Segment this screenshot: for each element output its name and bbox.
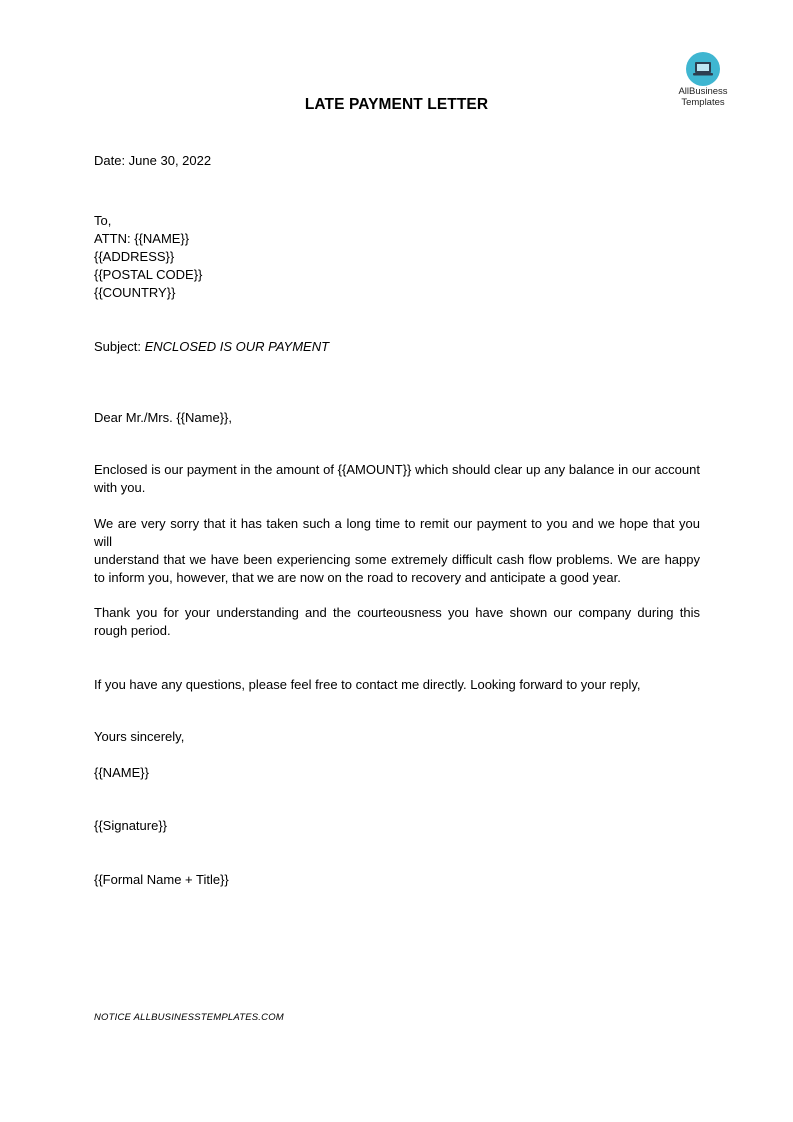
subject-line — [94, 338, 700, 356]
recipient-postal-code: {{POSTAL CODE}} — [94, 267, 203, 282]
sign-off: Yours sincerely, — [94, 729, 185, 744]
paragraph-payment: Enclosed is our payment in the amount of {{AMOUNT}} which should clear up any balance in our account with you. — [94, 462, 700, 495]
paragraph-apology-line1: We are very sorry that it has taken such a long time to remit our payment to you and we hope that you will — [94, 516, 700, 549]
subject-label: Subject: — [94, 339, 145, 354]
subject-value: ENCLOSED IS OUR PAYMENT — [144, 339, 330, 354]
recipient-attn: ATTN: {{NAME}} — [94, 231, 190, 246]
paragraph-contact: If you have any questions, please feel free to contact me directly. Looking forward to your reply, — [94, 677, 641, 692]
letter-date: Date: June 30, 2022 — [94, 153, 212, 168]
recipient-block — [94, 212, 700, 302]
paragraph-thanks: Thank you for your understanding and the courteousness you have shown our company during this rough period. — [94, 605, 700, 638]
logo-circle — [686, 52, 720, 86]
recipient-to: To, — [94, 213, 112, 228]
page-title: LATE PAYMENT LETTER — [304, 96, 489, 113]
laptop-icon — [692, 60, 714, 78]
footer-notice: NOTICE ALLBUSINESSTEMPLATES.COM — [94, 1012, 284, 1023]
sender-formal-name: {{Formal Name + Title}} — [94, 872, 229, 887]
recipient-country: {{COUNTRY}} — [94, 285, 176, 300]
sender-signature: {{Signature}} — [94, 818, 168, 833]
paragraph-apology — [94, 515, 700, 587]
logo-text-line2: Templates — [681, 97, 725, 108]
salutation: Dear Mr./Mrs. {{Name}}, — [94, 410, 232, 425]
recipient-address: {{ADDRESS}} — [94, 249, 175, 264]
logo-text-line1: AllBusiness — [678, 86, 728, 97]
paragraph-apology-rest: understand that we have been experiencing some extremely difficult cash flow problems. We are happy to inform you, however, that we are now on the road to recovery and anticipate a good year. — [94, 552, 700, 585]
sender-name: {{NAME}} — [94, 765, 149, 780]
